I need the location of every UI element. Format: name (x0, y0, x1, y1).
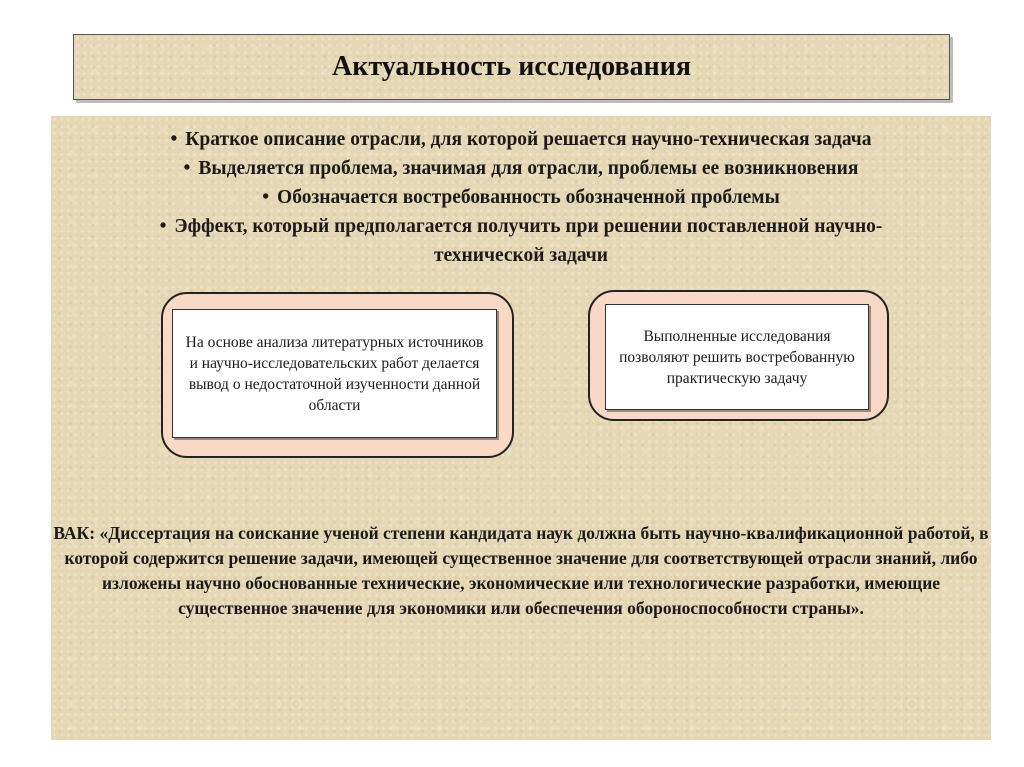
bullet-text: Обозначается востребованность обозначенной проблемы (277, 187, 780, 208)
vak-quote: ВАК: «Диссертация на соискание ученой степени кандидата наук должна быть научно-квалификационной работой, в которой содержится решение задачи, имеющей существенное значение для соответствующей отрасли знаний, либо изложены научно обоснованные технические, экономические или технологические разработки, имеющие существенное значение для экономики или обеспечения обороноспособности страны». (53, 523, 989, 618)
bullet-dot-icon: • (262, 187, 270, 208)
left-callout-text: На основе анализа литературных источников и научно-исследовательских работ делается вывод о недостаточной изученности данной области (185, 333, 484, 414)
bullet-item (51, 212, 991, 270)
title-banner (73, 34, 950, 100)
bullet-list (51, 125, 991, 270)
bullet-text-continuation: технической задачи (433, 245, 609, 266)
bullet-item (51, 183, 991, 212)
bullet-dot-icon: • (170, 129, 178, 150)
bullet-text: Краткое описание отрасли, для которой решается научно-техническая задача (185, 129, 872, 150)
slide-title: Актуальность исследования (331, 51, 691, 82)
left-callout (161, 292, 514, 458)
right-callout-text: Выполненные исследования позволяют решить востребованную практическую задачу (619, 327, 855, 387)
bullet-dot-icon: • (159, 216, 167, 237)
right-callout (588, 290, 889, 421)
right-callout-box (605, 304, 869, 410)
bullet-item (51, 154, 991, 183)
bullet-dot-icon: • (183, 158, 191, 179)
left-callout-box (172, 309, 497, 438)
bullet-text: Выделяется проблема, значимая для отрасли, проблемы ее возникновения (198, 158, 859, 179)
bullet-text: Эффект, который предполагается получить при решении поставленной научно- (174, 216, 883, 237)
content-panel (51, 116, 991, 740)
bullet-item (51, 125, 991, 154)
